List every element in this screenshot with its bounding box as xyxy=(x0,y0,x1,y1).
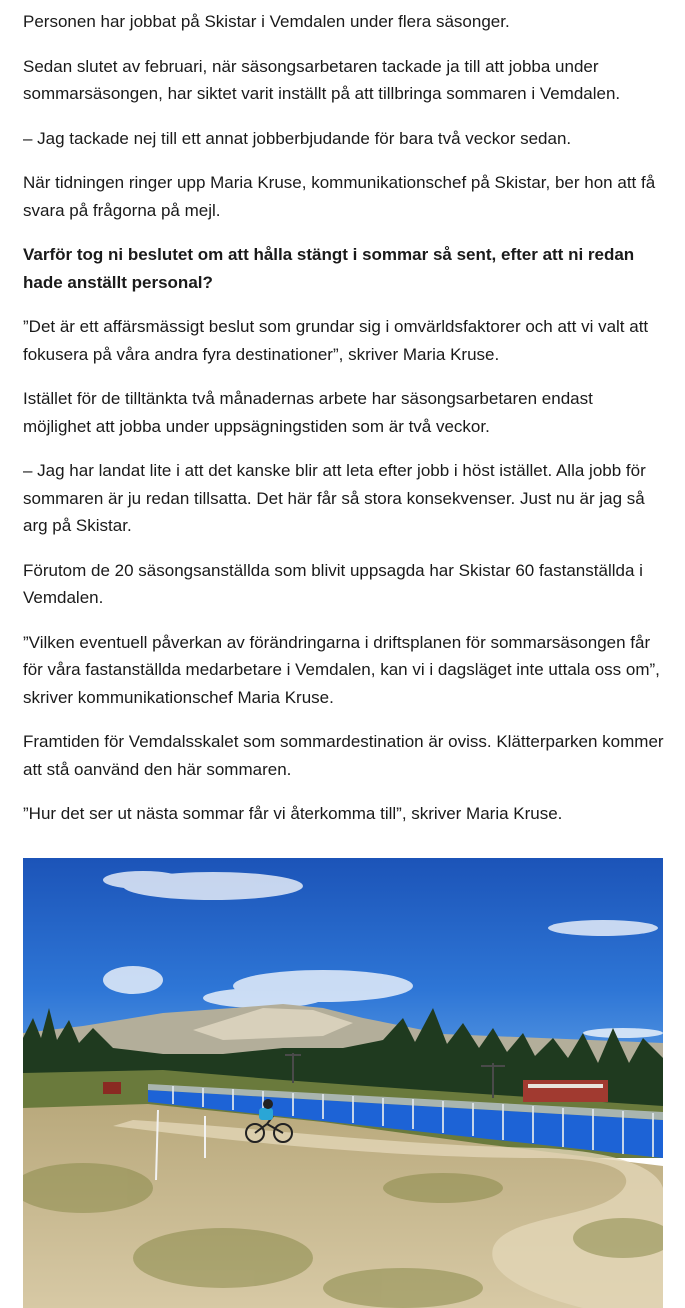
article-body xyxy=(23,8,665,845)
paragraph: Sedan slutet av februari, när säsongsarbetaren tackade ja till att jobba under sommarsäsongen, har siktet varit inställt på att tillbringa sommaren i Vemdalen. xyxy=(23,56,621,103)
paragraph: ”Det är ett affärsmässigt beslut som grundar sig i omvärldsfaktorer och att vi valt att fokusera på våra andra fyra destinationer”, skriver Maria Kruse. xyxy=(23,317,649,364)
paragraph: ”Vilken eventuell påverkan av förändringarna i driftsplanen för sommarsäsongen får för våra fastanställda medarbetare i Vemdalen, kan vi i dagsläget inte uttala oss om”, skriver kommunikationschef Maria Kruse. xyxy=(23,632,660,707)
red-cabin xyxy=(103,1082,121,1094)
paragraph: Förutom de 20 säsongsanställda som blivit uppsagda har Skistar 60 fastanställda i Vemdalen. xyxy=(23,560,643,607)
paragraph: När tidningen ringer upp Maria Kruse, kommunikationschef på Skistar, ber hon att få svara på frågorna på mejl. xyxy=(23,173,656,220)
red-lodge xyxy=(523,1080,608,1102)
paragraph: – Jag har landat lite i att det kanske blir att leta efter jobb i höst istället. Alla jobb för sommaren är ju redan tillsatta. Det här får så stora konsekvenser. Just nu är jag så arg på Skistar. xyxy=(23,461,646,535)
article-photo xyxy=(23,858,663,1308)
paragraph: ”Hur det ser ut nästa sommar får vi återkomma till”, skriver Maria Kruse. xyxy=(23,804,563,823)
paragraph: – Jag tackade nej till ett annat jobberbjudande för bara två veckor sedan. xyxy=(23,128,572,148)
lodge-windows xyxy=(528,1084,603,1088)
interview-question: Varför tog ni beslutet om att hålla stängt i sommar så sent, efter att ni redan hade anställt personal? xyxy=(23,245,635,292)
paragraph: Istället för de tilltänkta två månadernas arbete har säsongsarbetaren endast möjlighet att jobba under uppsägningstiden som är två veckor. xyxy=(23,389,593,436)
mountain-conveyor-photo xyxy=(23,858,663,1308)
paragraph: Personen har jobbat på Skistar i Vemdalen under flera säsonger. xyxy=(23,12,510,31)
paragraph: Framtiden för Vemdalsskalet som sommardestination är oviss. Klätterparken kommer att stå oanvänd den här sommaren. xyxy=(23,732,664,779)
